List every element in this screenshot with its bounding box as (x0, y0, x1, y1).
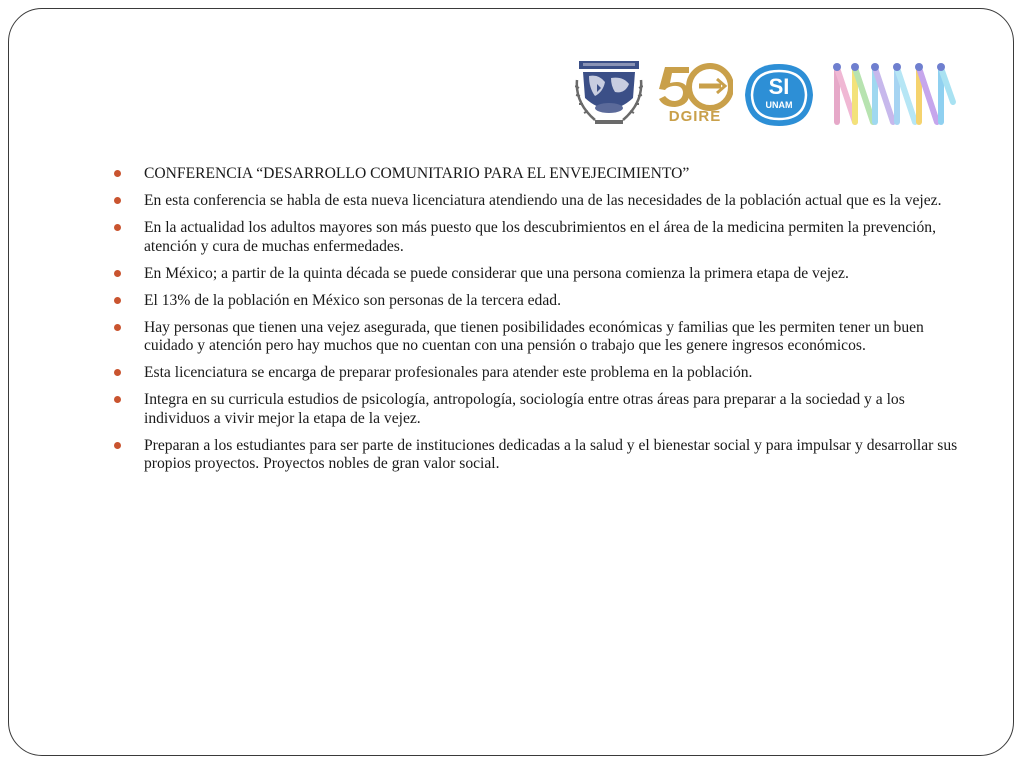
bullet-text: En esta conferencia se habla de esta nueva licenciatura atendiendo una de las necesidades de la población actual que es la vejez. (144, 192, 942, 209)
bullet-dot-icon (114, 270, 121, 277)
bullet-item (113, 219, 968, 256)
bullet-dot-icon (114, 396, 121, 403)
bullet-dot-icon (114, 170, 121, 177)
bullet-dot-icon (114, 197, 121, 204)
bullet-text: Integra en su curricula estudios de psicología, antropología, sociología entre otras áreas para preparar a la sociedad y a los individuos a vivir mejor la etapa de la vejez. (144, 391, 905, 427)
bullet-text: Esta licenciatura se encarga de preparar profesionales para atender este problema en la población. (144, 364, 753, 381)
bullet-text: Preparan a los estudiantes para ser parte de instituciones dedicadas a la salud y el bienestar social y para impulsar y desarrollar sus propios proyectos. Proyectos nobles de gran valor social. (144, 436, 958, 472)
bullet-dot-icon (114, 324, 121, 331)
bullet-dot-icon (114, 369, 121, 376)
bullet-item (113, 165, 968, 184)
bullet-dot-icon (114, 442, 121, 449)
dgire-50-logo-icon (655, 59, 733, 129)
si-text: SI (768, 74, 790, 99)
si-unam-logo-icon (743, 62, 815, 128)
logo-bar (575, 55, 960, 130)
dgire-text: DGIRE (668, 108, 722, 125)
bullet-item (113, 265, 968, 284)
bullet-text: Hay personas que tienen una vejez asegurada, que tienen posibilidades económicas y familias que les permiten tener un buen cuidado y atención pero hay muchos que no cuentan con una pensión o trabajo que les genere ingresos económicos. (144, 318, 924, 354)
bullet-item (113, 364, 968, 383)
bullet-item (113, 437, 968, 474)
bullet-item (113, 192, 968, 211)
bullet-text: El 13% de la población en México son personas de la tercera edad. (144, 291, 561, 309)
si-sub-text: UNAM (765, 100, 793, 110)
bullet-dot-icon (114, 224, 121, 231)
bullet-item (113, 391, 968, 428)
bullet-item (113, 319, 968, 356)
bullet-text: CONFERENCIA “DESARROLLO COMUNITARIO PARA EL ENVEJECIMIENTO” (144, 165, 690, 182)
bullet-text: En la actualidad los adultos mayores son más puesto que los descubrimientos en el área de la medicina permiten la prevención, atención y cura de muchas enfermedades. (144, 219, 936, 255)
bullet-text: En México; a partir de la quinta década se puede considerar que una persona comienza la primera etapa de vejez. (144, 264, 849, 282)
colored-lines-logo-icon (831, 58, 957, 128)
bullet-item (113, 292, 968, 311)
bullet-list (113, 165, 968, 482)
bullet-dot-icon (114, 297, 121, 304)
unam-crest-icon (575, 58, 643, 128)
